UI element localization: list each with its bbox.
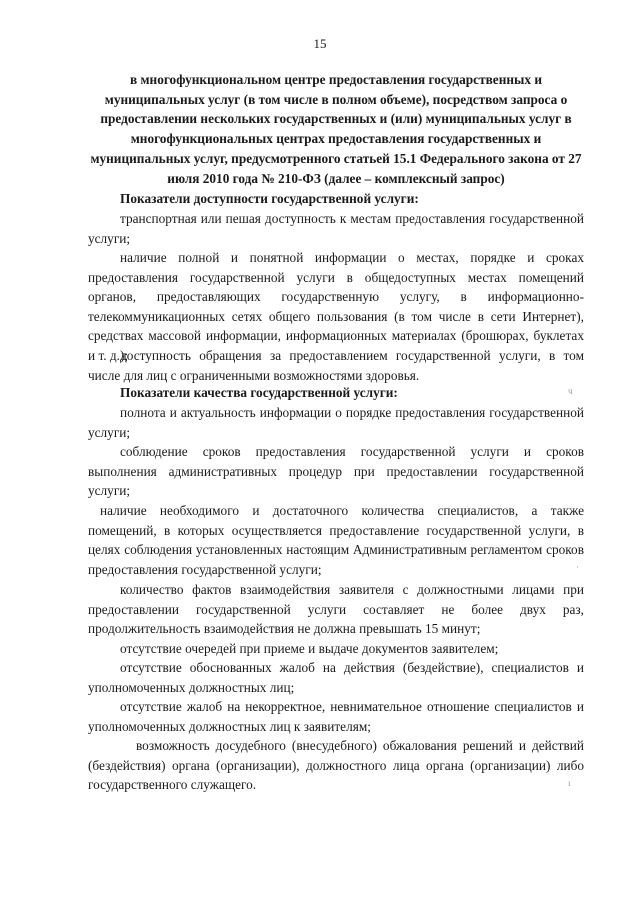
scan-mark: · — [576, 562, 579, 572]
quality-item-6: отсутствие обоснованных жалоб на действия (бездействие), специалистов и уполномоченных должностных лиц; — [88, 660, 584, 695]
accessibility-item-3: доступность обращения за предоставлением государственной услуги, в том числе для лиц с ограниченными возможностями здоровья. — [88, 348, 584, 383]
quality-item-3: наличие необходимого и достаточного количества специалистов, а также помещений, в которых осуществляется предоставление государственной услуги, в целях соблюдения установленных настоящим Административным регламентом сроков предоставления государственной услуги; — [88, 503, 584, 577]
quality-item-8: возможность досудебного (внесудебного) обжалования решений и действий (бездействия) органа (организации), должностного лица органа (организации) либо государственного служащего. — [88, 738, 584, 793]
accessibility-item-2: наличие полной и понятной информации о местах, порядке и сроках предоставления государственной услуги в общедоступных местах помещений органов, предоставляющих государственную услугу, в информационно-телекоммуникационных сетях общего пользования (в том числе в сети Интернет), средствах массовой информации, информационных материалах (брошюрах, буклетах и т. д.); — [88, 250, 584, 363]
page-number: 15 — [313, 36, 327, 51]
quality-item-2: соблюдение сроков предоставления государственной услуги и сроков выполнения административных процедур при предоставлении государственной услуги; — [88, 444, 584, 499]
scan-mark: ı — [568, 778, 571, 788]
heading-block: в многофункциональном центре предоставления государственных и муниципальных услуг (в том числе в полном объеме), посредством запроса о предоставлении нескольких государственных и (или) муниципальных услуг в многофункциональных центрах предоставления государственных и муниципальных услуг, предусмотренного статьей 15.1 Федерального закона от 27 июля 2010 года № 210-ФЗ (далее – комплексный запрос) — [90, 72, 582, 186]
scan-mark: ч — [568, 386, 573, 396]
quality-item-7: отсутствие жалоб на некорректное, невнимательное отношение специалистов и уполномоченных должностных лиц к заявителям; — [88, 699, 584, 734]
accessibility-item-1: транспортная или пешая доступность к местам предоставления государственной услуги; — [88, 211, 584, 246]
quality-item-5: отсутствие очередей при приеме и выдаче документов заявителем; — [120, 641, 499, 656]
quality-item-4: количество фактов взаимодействия заявителя с должностными лицами при предоставлении государственной услуги составляет не более двух раз, продолжительность взаимодействия не должна превышать 15 минут; — [88, 582, 584, 637]
quality-heading: Показатели качества государственной услуги: — [120, 385, 398, 400]
accessibility-heading: Показатели доступности государственной услуги: — [120, 191, 419, 206]
quality-item-1: полнота и актуальность информации о порядке предоставления государственной услуги; — [88, 405, 584, 440]
